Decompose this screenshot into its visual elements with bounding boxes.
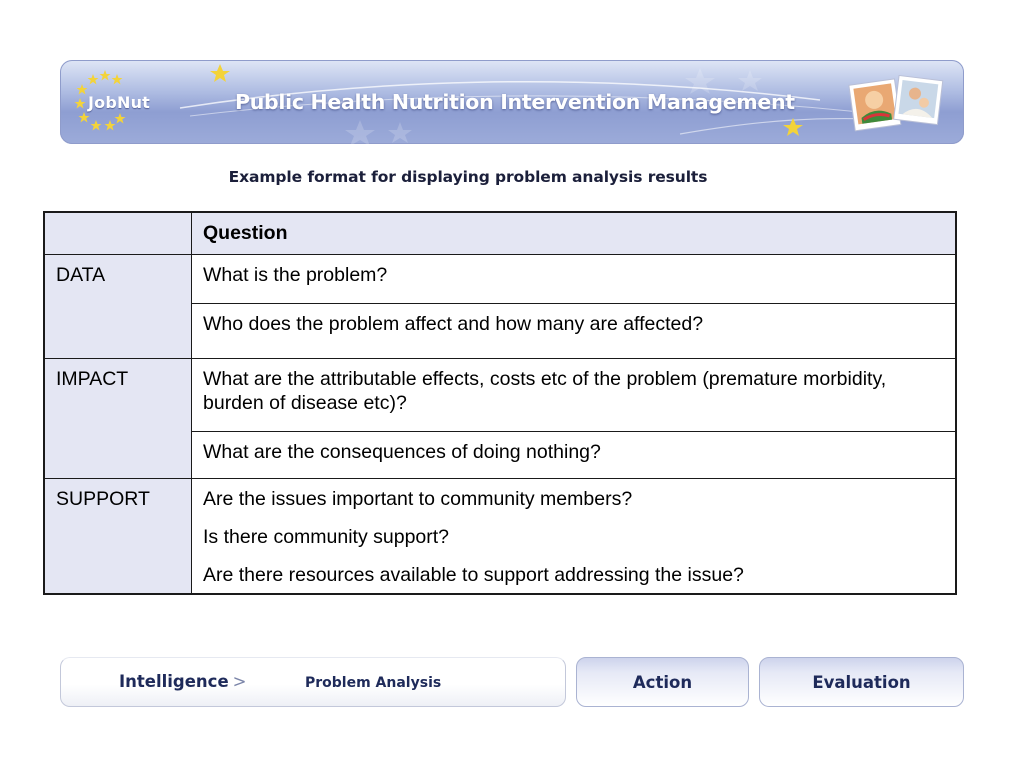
question-cell [192, 479, 957, 595]
nav-intelligence-link[interactable] [119, 672, 246, 691]
nav-intelligence-label: Intelligence [119, 672, 229, 691]
category-cell-impact: IMPACT [44, 359, 192, 479]
table-header-row [44, 212, 956, 255]
column-header-question: Question [192, 212, 957, 255]
category-cell-support: SUPPORT [44, 479, 192, 595]
tab-action[interactable]: Action [576, 657, 749, 707]
table-row [44, 359, 956, 432]
question-cell: What are the attributable effects, costs etc of the problem (premature morbidity, burden of disease etc)? [192, 359, 957, 432]
question-line: Are there resources available to support addressing the issue? [203, 564, 744, 586]
question-cell: What is the problem? [192, 255, 957, 304]
page-title: Public Health Nutrition Intervention Management [235, 90, 795, 114]
table-row [44, 479, 956, 595]
problem-analysis-table [43, 211, 957, 595]
nav-intelligence-panel[interactable] [60, 657, 566, 707]
question-line: Are the issues important to community members? [203, 488, 633, 510]
corner-cell [44, 212, 192, 255]
question-line: Is there community support? [203, 526, 450, 548]
breadcrumb-separator: > [232, 672, 247, 691]
photos-image [846, 72, 946, 136]
tab-evaluation[interactable]: Evaluation [759, 657, 964, 707]
question-cell: What are the consequences of doing nothing? [192, 432, 957, 479]
table-caption: Example format for displaying problem analysis results [228, 168, 708, 186]
question-cell: Who does the problem affect and how many are affected? [192, 304, 957, 359]
nav-current-problem-analysis[interactable]: Problem Analysis [305, 675, 442, 691]
jobnut-logo: JobNut [88, 93, 151, 112]
table-row [44, 255, 956, 304]
category-cell-data: DATA [44, 255, 192, 359]
